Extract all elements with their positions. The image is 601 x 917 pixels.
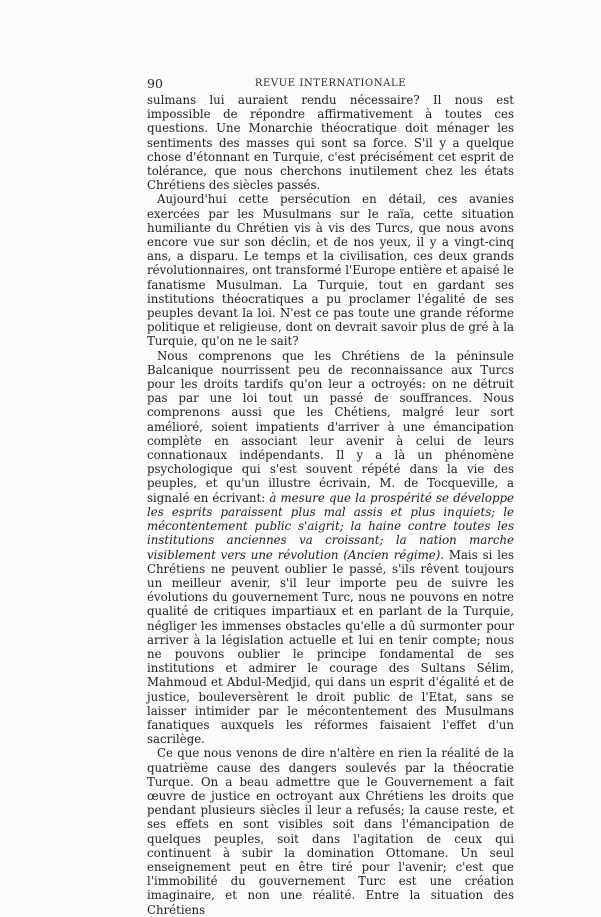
page-number: 90 [147,76,163,91]
main-text [147,93,515,917]
paragraph-2: Aujourd'hui cette persécution en détail, ces avanies exercées par les Musulmans sur le raïa, cette situation humiliante du Chrétien vis à vis des Turcs, que nous avons encore vue sur son déclin, et de nos yeux, il y a vingt-cinq ans, a disparu. Le temps et la civilisation, ces deux grands révolutionnaires, ont transformé l'Europe entière et apaisé le fanatisme Musulman. La Turquie, tout en gardant ses institutions théocratiques a pu proclamer l'égalité de ses peuples devant la loi. N'est ce pas toute une grande réforme politique et religieuse, dont on devrait savoir plus de gré à la Turquie, qu'on ne le sait? [147,192,514,349]
tocqueville-quote: à mesure que la prospérité se développe les esprits paraissent plus mal assis et plus inquiets; le mécontentement public s'aigrit; la haine contre toutes les institutions anciennes va croissant; la nation marche visiblement vers une révolution (Ancien régime). [147,490,514,562]
paragraph-1: sulmans lui auraient rendu nécessaire? Il nous est impossible de répondre affirmativement à toutes ces questions. Une Monarchie théocratique doit ménager les sentiments des masses qui sont sa force. S'il y a quelque chose d'étonnant en Turquie, c'est précisément cet esprit de tolérance, que nous cherchons inutilement chez les états Chrétiens des siècles passés. [147,93,514,193]
paragraph-4: Ce que nous venons de dire n'altère en rien la réalité de la quatrième cause des dangers soulevés par la théocratie Turque. On a beau admettre que le Gouvernement a fait œuvre de justice en octroyant aux Chrétiens les droits que pendant plusieurs siècles il leur a refusés; la cause reste, et ses effets en sont visibles soit dans l'émancipation de quelques peuples, soit dans l'agitation de ceux qui continuent à subir la domination Ottomane. Un seul enseignement peut en être tiré pour l'avenir; c'est que l'immobilité du gouvernement Turc est une création imaginaire, et non une réalité. Entre la situation des Chrétiens [147,746,514,917]
paragraph-3 [147,349,514,747]
paragraph-3-text-before-quote: Nous comprenons que les Chrétiens de la péninsule Balcanique nourrissent peu de reconnaissance aux Turcs pour les droits tardifs qu'on leur a octroyés: on ne détruit pas par une loi tout un passé de souffrances. Nous comprenons aussi que les Chétiens, malgré leur sort amélioré, soient impatients d'arriver à une émancipation complète en associant leur avenir à celui de leurs connationaux indépendants. Il y a là un phénomène psychologique qui s'est souvent répété dans la vie des peuples, et qu'un illustre écrivain, M. de Tocqueville, a signalé en écrivant: [147,348,514,505]
paragraph-3-text-after-quote: Mais si les Chrétiens ne peuvent oublier le passé, s'ils rêvent toujours un meilleur avenir, s'il leur importe peu de suivre les évolutions du gouvernement Turc, nous ne pouvons en notre qualité de critiques impartiaux et en parlant de la Turquie, négliger les immenses obstacles qu'elle a dû surmonter pour arriver à la législation actuelle et lui en tenir compte; nous ne pouvons oublier le principe fondamental de ses institutions et admirer le courage des Sultans Sélim, Mahmoud et Abdul-Medjid, qui dans un esprit d'égalité et de justice, bouleversèrent le droit public de l'Etat, sans se laisser intimider par le mécontentement des Musulmans fanatiques auxquels les réformes faisaient l'effet d'un sacrilège. [147,547,515,747]
running-title: REVUE INTERNATIONALE [254,78,407,89]
page-header [147,77,514,91]
